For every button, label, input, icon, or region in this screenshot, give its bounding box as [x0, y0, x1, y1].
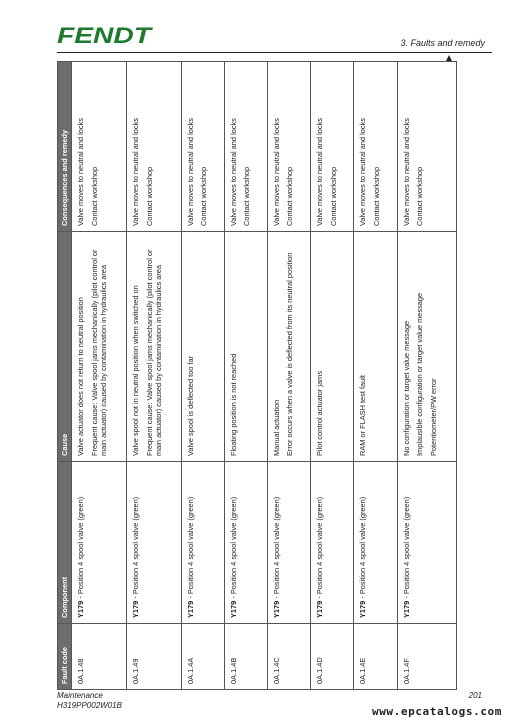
table-body: [72, 62, 457, 690]
consequence-text: Contact workshop: [199, 166, 209, 226]
consequences-cell: [354, 62, 397, 232]
fendt-logo: [57, 24, 153, 46]
cause-cell: [224, 232, 267, 462]
fault-code-cell: 0A.1.4E: [354, 624, 397, 690]
component-description: - Position 4 spool valve (green): [315, 496, 325, 601]
consequence-text: Valve moves to neutral and locks: [185, 118, 195, 226]
consequence-text: Valve moves to neutral and locks: [401, 118, 411, 226]
component-id: Y179: [228, 600, 238, 618]
cause-cell: [72, 232, 127, 462]
cause-text: No configuration or target value message: [401, 320, 411, 456]
table-row: [354, 62, 397, 690]
component-cell: [268, 462, 311, 624]
component-description: - Position 4 spool valve (green): [185, 496, 195, 601]
cause-text: Implausible configuration or target value message: [415, 292, 425, 456]
consequence-text: Contact workshop: [89, 166, 99, 226]
component-cell: [127, 462, 182, 624]
header-fault-code: Fault code: [58, 624, 72, 690]
consequences-cell: [224, 62, 267, 232]
consequence-text: Contact workshop: [371, 166, 381, 226]
cause-cell: [268, 232, 311, 462]
cause-text: RAM or FLASH test fault: [358, 375, 368, 456]
cause-cell: [181, 232, 224, 462]
fault-code-cell: 0A.1.4A: [181, 624, 224, 690]
cause-text: Frequent cause: Valve spool jams mechanically (pilot control or main actuator) caused by contamination in hydraulics area: [89, 249, 109, 456]
consequence-text: Contact workshop: [328, 166, 338, 226]
cause-cell: [397, 232, 456, 462]
page-number: 201: [468, 691, 482, 700]
consequences-cell: [72, 62, 127, 232]
fault-code-cell: 0A.1.49: [127, 624, 182, 690]
cause-cell: [311, 232, 354, 462]
component-cell: [72, 462, 127, 624]
section-title: 3. Faults and remedy: [400, 38, 485, 48]
table-row: [72, 62, 127, 690]
header-divider: [57, 52, 492, 53]
component-id: Y179: [315, 600, 325, 618]
component-id: Y179: [272, 600, 281, 618]
component-description: - Position 4 spool valve (green): [272, 496, 281, 601]
component-cell: [224, 462, 267, 624]
cause-text: Valve spool not in neutral position when switched on: [131, 285, 141, 456]
component-description: - Position 4 spool valve (green): [401, 496, 411, 601]
consequence-text: Contact workshop: [285, 166, 295, 226]
table-row: [127, 62, 182, 690]
component-id: Y179: [185, 600, 195, 618]
table-row: [181, 62, 224, 690]
cause-text: Valve actuator does not return to neutral position: [76, 297, 86, 456]
fault-code-cell: 0A.1.4F: [397, 624, 456, 690]
table-row: [397, 62, 456, 690]
table-row: [311, 62, 354, 690]
footer-doc-title: Maintenance: [57, 691, 103, 700]
consequences-cell: [397, 62, 456, 232]
component-description: - Position 4 spool valve (green): [228, 496, 238, 601]
header-consequences: Consequences and remedy: [58, 62, 72, 232]
component-id: Y179: [358, 600, 368, 618]
consequence-text: Valve moves to neutral and locks: [228, 118, 238, 226]
component-cell: [397, 462, 456, 624]
fault-code-cell: 0A.1.4C: [268, 624, 311, 690]
consequence-text: Valve moves to neutral and locks: [272, 118, 281, 226]
component-cell: [181, 462, 224, 624]
cause-cell: [354, 232, 397, 462]
consequences-cell: [268, 62, 311, 232]
component-description: - Position 4 spool valve (green): [131, 496, 141, 601]
cause-text: Pilot control actuator jams: [315, 370, 325, 456]
consequence-text: Valve moves to neutral and locks: [76, 118, 86, 226]
consequence-text: Valve moves to neutral and locks: [131, 118, 141, 226]
cause-text: Frequent cause: Valve spool jams mechanically (pilot control or main actuator) caused by contamination in hydraulics area: [144, 249, 163, 456]
component-cell: [354, 462, 397, 624]
footer-doc-id: H319PP002W01B: [57, 701, 122, 710]
fault-code-cell: 0A.1.4D: [311, 624, 354, 690]
consequence-text: Contact workshop: [144, 166, 154, 226]
fault-code-cell: 0A.1.48: [72, 624, 127, 690]
cause-text: Valve spool is deflected too far: [185, 355, 195, 456]
component-cell: [311, 462, 354, 624]
consequences-cell: [181, 62, 224, 232]
header-component: Component: [58, 462, 72, 624]
component-id: Y179: [401, 600, 411, 618]
fault-table: [57, 61, 457, 690]
consequence-text: Contact workshop: [415, 166, 425, 226]
cause-text: Potentiometer/PW error: [428, 378, 438, 456]
consequence-text: Valve moves to neutral and locks: [315, 118, 325, 226]
logo-text: FENDT: [57, 24, 153, 46]
consequence-text: Contact workshop: [242, 166, 252, 226]
consequences-cell: [127, 62, 182, 232]
fault-code-cell: 0A.1.4B: [224, 624, 267, 690]
cause-text: Manual actuation: [272, 399, 281, 456]
table-header-row: [58, 62, 72, 690]
component-description: - Position 4 spool valve (green): [76, 496, 86, 601]
footer-url: www.epcatalogs.com: [371, 705, 502, 718]
table-row: [224, 62, 267, 690]
consequences-cell: [311, 62, 354, 232]
fault-table-container: [57, 62, 457, 690]
component-id: Y179: [131, 600, 141, 618]
cause-cell: [127, 232, 182, 462]
footer-doc-info: [57, 691, 122, 711]
component-id: Y179: [76, 600, 86, 618]
header-cause: Cause: [58, 232, 72, 462]
cause-text: Floating position is not reached: [228, 353, 238, 456]
component-description: - Position 4 spool valve (green): [358, 496, 368, 601]
cause-text: Error occurs when a valve is deflected from its neutral position: [285, 252, 295, 456]
consequence-text: Valve moves to neutral and locks: [358, 118, 368, 226]
table-row: [268, 62, 311, 690]
